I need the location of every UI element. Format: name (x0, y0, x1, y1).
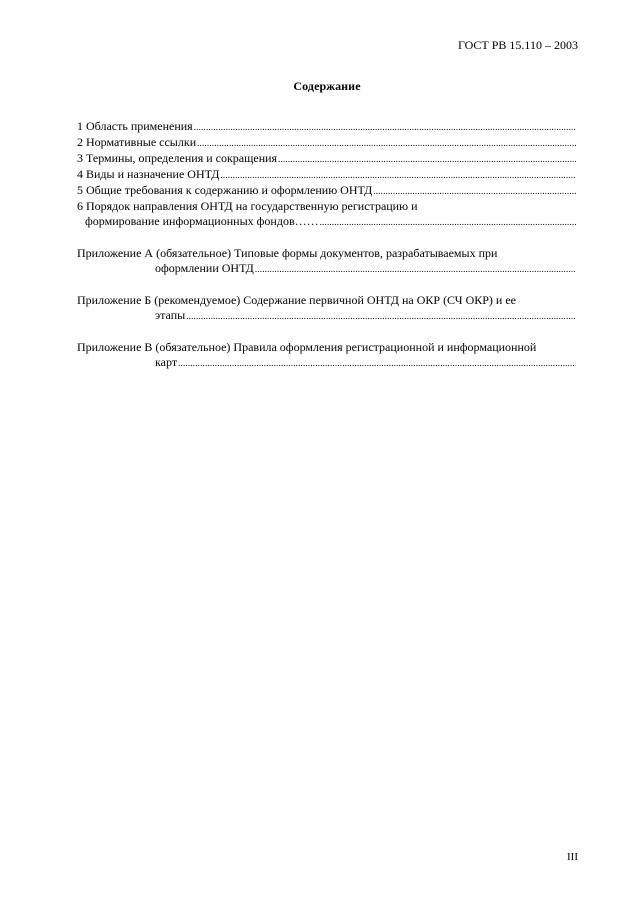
appendix-label: Приложение В (обязательное) Правила оформления регистрационной и информационной (77, 340, 537, 354)
appendix-continuation (77, 355, 576, 371)
dot-leader (320, 215, 576, 230)
dot-leader (178, 356, 576, 371)
dot-leader (255, 262, 576, 277)
appendix-continuation (77, 261, 576, 277)
toc-entry-label: 6 Порядок направления ОНТД на государственную регистрацию и (77, 199, 418, 213)
appendix-label-cont: этапы (155, 308, 186, 322)
toc-entry-label-cont: формирование информационных фондов…… (85, 214, 319, 228)
dot-leader (186, 309, 576, 324)
appendix-continuation (77, 308, 576, 324)
table-of-contents (77, 119, 576, 371)
dot-leader (197, 136, 576, 151)
toc-entry-appendix-b[interactable] (77, 293, 576, 324)
appendix-label-cont: карт (155, 355, 178, 369)
toc-entry-label: 3 Термины, определения и сокращения (77, 151, 278, 165)
toc-entry-label: 5 Общие требования к содержанию и оформлению ОНТД (77, 183, 373, 197)
toc-entry-continuation (77, 214, 576, 230)
appendix-label-cont: оформлении ОНТД (155, 261, 254, 275)
toc-entry-terms-definitions[interactable] (77, 151, 576, 167)
document-code-header: ГОСТ РВ 15.110 – 2003 (457, 38, 578, 52)
toc-title-text: Содержание (293, 79, 361, 93)
dot-leader (194, 120, 576, 135)
toc-title (0, 79, 638, 94)
toc-entry-appendix-a[interactable] (77, 246, 576, 277)
dot-leader (220, 168, 576, 183)
toc-entry-normative-references[interactable] (77, 135, 576, 151)
appendix-label: Приложение А (обязательное) Типовые формы документов, разрабатываемых при (77, 246, 498, 260)
dot-leader (373, 184, 576, 199)
toc-entry-label: 2 Нормативные ссылки (77, 135, 197, 149)
toc-entry-general-requirements[interactable] (77, 183, 576, 199)
toc-entry-registration-procedure[interactable] (77, 199, 576, 230)
appendix-label: Приложение Б (рекомендуемое) Содержание первичной ОНТД на ОКР (СЧ ОКР) и ее (77, 293, 516, 307)
toc-entry-appendix-v[interactable] (77, 340, 576, 371)
toc-entry-scope[interactable] (77, 119, 576, 135)
toc-entry-types-purpose[interactable] (77, 167, 576, 183)
page-number: III (567, 851, 578, 863)
dot-leader (278, 152, 576, 167)
toc-entry-label: 4 Виды и назначение ОНТД (77, 167, 220, 181)
toc-entry-label: 1 Область применения (77, 119, 193, 133)
